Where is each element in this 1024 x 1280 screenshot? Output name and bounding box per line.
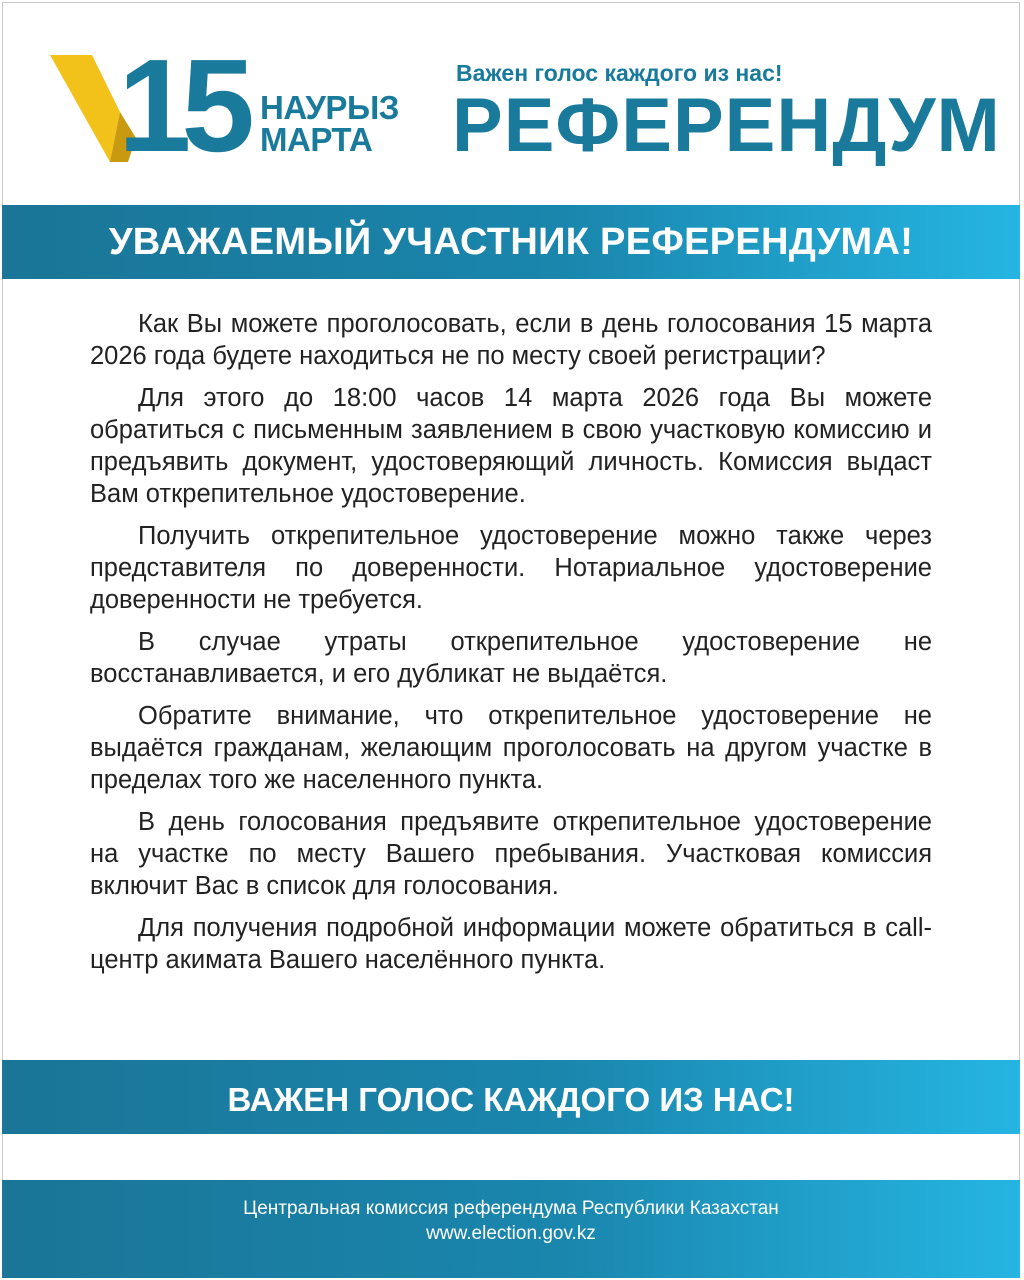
paragraph-1: Как Вы можете проголосовать, если в день голосования 15 марта 2026 года будете находиться не по месту своей регистрации?	[90, 310, 932, 370]
paragraph-2: Для этого до 18:00 часов 14 марта 2026 года Вы можете обратиться с письменным заявлением в свою участковую комиссию и предъявить документ, удостоверяющий личность. Комиссия выдаст Вам открепительное удостоверение.	[90, 384, 932, 508]
logo-month	[260, 89, 399, 158]
footer-banner	[2, 1180, 1020, 1278]
paragraph-3: Получить открепительное удостоверение можно также через представителя по доверенности. Нотариальное удостоверение доверенности не требуется.	[90, 522, 932, 614]
page-title: РЕФЕРЕНДУМ	[452, 83, 1001, 168]
slogan-banner: ВАЖЕН ГОЛОС КАЖДОГО ИЗ НАС!	[2, 1060, 1020, 1134]
paragraph-4: В случае утраты открепительное удостоверение не восстанавливается, и его дубликат не выдаётся.	[90, 628, 932, 688]
paragraph-6: В день голосования предъявите открепительное удостоверение на участке по месту Вашего пребывания. Участковая комиссия включит Вас в список для голосования.	[90, 808, 932, 900]
footer-organization: Центральная комиссия референдума Республики Казахстан	[243, 1198, 779, 1219]
logo-month-kz: НАУРЫЗ	[260, 89, 399, 126]
notice-body	[90, 308, 932, 986]
footer-website-link[interactable]: www.election.gov.kz	[426, 1223, 596, 1244]
header-tagline: Важен голос каждого из нас!	[456, 60, 783, 86]
logo-date-number: 15	[118, 32, 245, 179]
logo-month-ru: МАРТА	[260, 121, 373, 158]
paragraph-5: Обратите внимание, что открепительное удостоверение не выдаётся гражданам, желающим проголосовать на другом участке в пределах того же населенного пункта.	[90, 702, 932, 794]
paragraph-7: Для получения подробной информации можете обратиться в call-центр акимата Вашего населённого пункта.	[90, 914, 932, 974]
greeting-banner: УВАЖАЕМЫЙ УЧАСТНИК РЕФЕРЕНДУМА!	[2, 205, 1020, 279]
